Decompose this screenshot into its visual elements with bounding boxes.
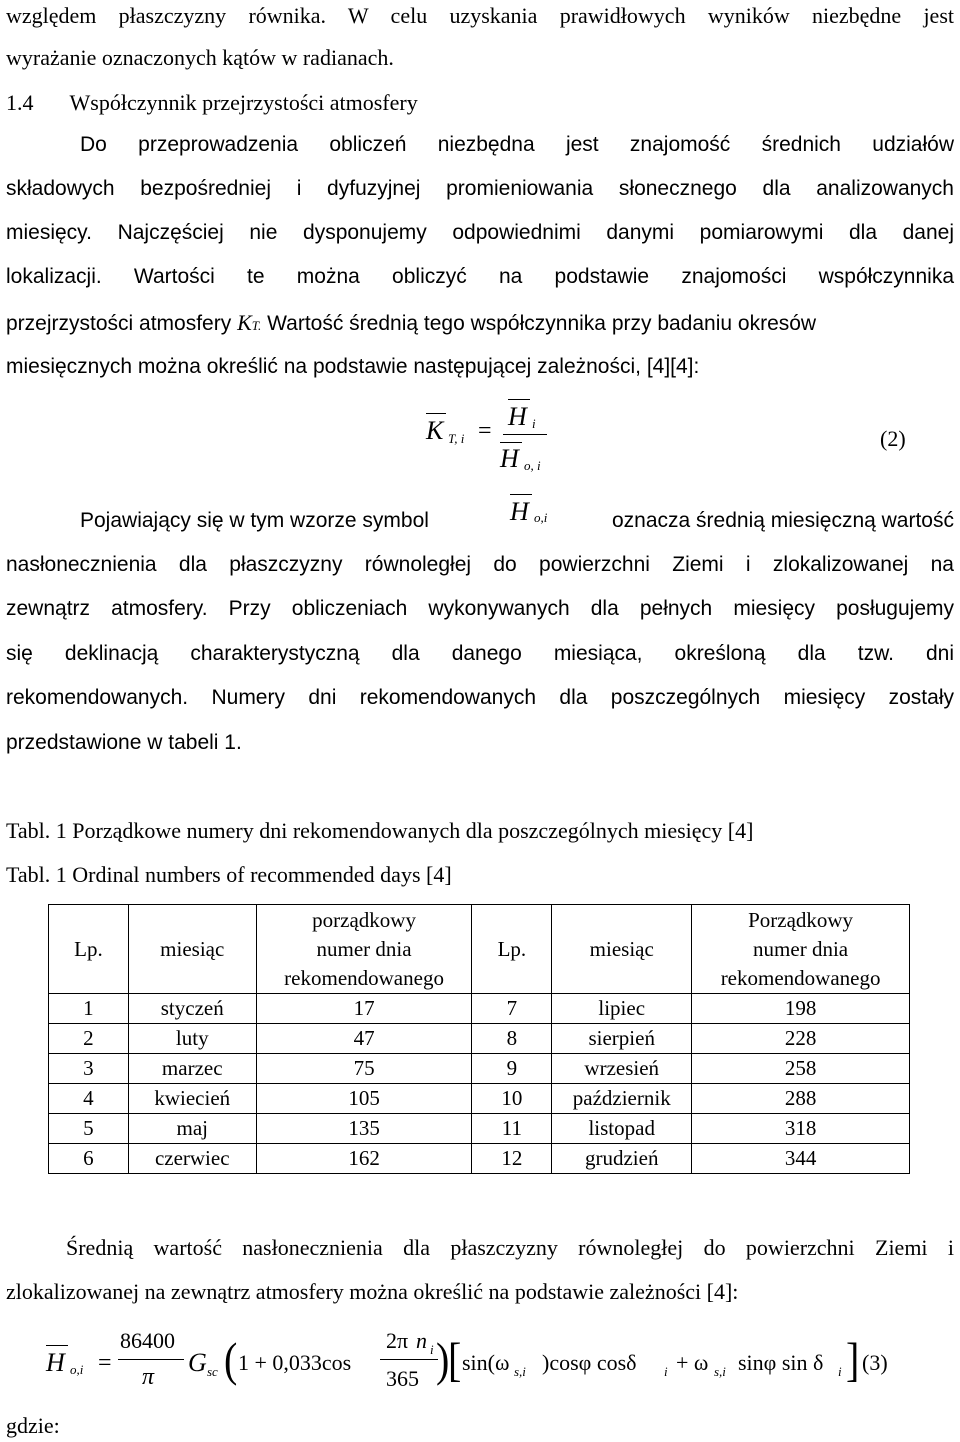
table-cell: styczeń: [128, 994, 256, 1024]
header-line: numer dnia: [753, 936, 849, 961]
table-row: [49, 1084, 910, 1114]
table-cell: 17: [256, 994, 472, 1024]
eq3-h-sub: o,i: [70, 1362, 84, 1377]
header-line: rekomendowanego: [720, 965, 881, 990]
text-line: wyrażanie oznaczonych kątów w radianach.: [6, 45, 394, 70]
table-cell: 198: [692, 994, 910, 1024]
equation-number: (3): [862, 1350, 888, 1375]
table-cell: 105: [256, 1084, 472, 1114]
symbol-h-sub: o,i: [534, 510, 548, 525]
eq2-h-numerator-sub: i: [532, 416, 536, 431]
table-cell: 9: [472, 1054, 552, 1084]
paragraph-line: miesięcznych można określić na podstawie następującej zależności, [4][4]:: [6, 355, 700, 378]
table-cell: 6: [49, 1144, 129, 1174]
header-line: rekomendowanego: [284, 965, 444, 990]
header-lp: Lp.: [472, 905, 552, 994]
eq3-numerator: 86400: [120, 1328, 175, 1353]
paragraph-line: Do przeprowadzenia obliczeń niezbędna jest znajomość średnich udziałów: [80, 133, 954, 156]
table-cell: 162: [256, 1144, 472, 1174]
eq2-h-numerator: H: [508, 402, 527, 431]
table-row: [49, 1024, 910, 1054]
section-title: Współczynnik przejrzystości atmosfery: [69, 90, 418, 115]
eq3-pi: π: [142, 1364, 155, 1390]
eq3-365: 365: [386, 1366, 419, 1391]
recommended-days-table: [48, 904, 910, 1174]
eq3-h: H: [46, 1348, 65, 1377]
eq3-body: 1 + 0,033cos: [238, 1350, 352, 1375]
paragraph-line: Średnią wartość nasłonecznienia dla płaszczyzny równoległej do powierzchni Ziemi i: [66, 1235, 954, 1260]
header-day-number: [256, 905, 472, 994]
eq3-n: n: [416, 1328, 427, 1353]
header-line: porządkowy: [312, 907, 416, 932]
eq3-g-sub: sc: [207, 1364, 218, 1379]
eq3-delta-sub-2: i: [838, 1364, 842, 1379]
table-cell: 75: [256, 1054, 472, 1084]
table-cell: sierpień: [552, 1024, 692, 1054]
table-cell: lipiec: [552, 994, 692, 1024]
eq3-paren-close: ): [436, 1332, 450, 1387]
eq3-g: G: [188, 1348, 207, 1377]
eq3-sin-terms: sinφ sin δ: [738, 1350, 824, 1375]
table-row: [49, 994, 910, 1024]
table-cell: 1: [49, 994, 129, 1024]
table-cell: 4: [49, 1084, 129, 1114]
table-cell: 318: [692, 1114, 910, 1144]
paragraph-line: składowych bezpośredniej i dyfuzyjnej promieniowania słonecznego dla analizowanych: [6, 177, 954, 200]
paragraph-line: przedstawione w tabeli 1.: [6, 731, 242, 754]
table-cell: czerwiec: [128, 1144, 256, 1174]
table-cell: 3: [49, 1054, 129, 1084]
eq3-omega-sub-2: s,i: [714, 1364, 726, 1379]
header-month: miesiąc: [128, 905, 256, 994]
table-cell: wrzesień: [552, 1054, 692, 1084]
paragraph-line: lokalizacji. Wartości te można obliczyć na podstawie znajomości współczynnika: [6, 265, 954, 288]
header-month: miesiąc: [552, 905, 692, 994]
table-row: [49, 1114, 910, 1144]
table-cell: listopad: [552, 1114, 692, 1144]
table-cell: 344: [692, 1144, 910, 1174]
table-cell: 135: [256, 1114, 472, 1144]
eq3-bracket-open: [: [448, 1332, 462, 1387]
table-cell: 2: [49, 1024, 129, 1054]
eq2-k: K: [426, 416, 444, 445]
table-caption-pl: Tabl. 1 Porządkowe numery dni rekomendowanych dla poszczególnych miesięcy [4]: [6, 818, 754, 843]
table-cell: 11: [472, 1114, 552, 1144]
text-line: względem płaszczyzny równika. W celu uzyskania prawidłowych wyników niezbędne jest: [6, 3, 954, 28]
paragraph-line: zewnątrz atmosfery. Przy obliczeniach wykonywanych dla pełnych miesięcy posługujemy: [6, 597, 954, 620]
table-header-row: [49, 905, 910, 994]
eq2-k-sub: T, i: [448, 431, 465, 446]
table-cell: kwiecień: [128, 1084, 256, 1114]
kt-symbol: K: [237, 310, 252, 335]
paragraph-line: zlokalizowanej na zewnątrz atmosfery można określić na podstawie zależności [4]:: [6, 1279, 739, 1304]
section-heading: [6, 89, 954, 117]
eq3-omega-sub: s,i: [514, 1364, 526, 1379]
eq3-equals: =: [98, 1350, 112, 1376]
eq3-plus-omega: + ω: [676, 1350, 709, 1375]
table-cell: 228: [692, 1024, 910, 1054]
table-cell: 7: [472, 994, 552, 1024]
table-caption-en: Tabl. 1 Ordinal numbers of recommended days [4]: [6, 862, 452, 887]
equation-number: (2): [880, 426, 906, 451]
table-cell: grudzień: [552, 1144, 692, 1174]
eq3-2pi: 2π: [386, 1328, 409, 1353]
table-row: [49, 1054, 910, 1084]
eq3-paren-open: (: [224, 1332, 238, 1387]
table-cell: luty: [128, 1024, 256, 1054]
table-row: [49, 1144, 910, 1174]
paragraph-line: miesięcy. Najczęściej nie dysponujemy odpowiednimi danymi pomiarowymi dla danej: [6, 221, 954, 244]
eq3-n-sub: i: [430, 1342, 434, 1357]
eq3-sin-omega: sin(ω: [462, 1350, 510, 1375]
table-cell: październik: [552, 1084, 692, 1114]
symbol-h: H: [510, 497, 529, 526]
table-cell: 12: [472, 1144, 552, 1174]
paragraph-text: Wartość średnią tego współczynnika przy badaniu okresów: [267, 312, 817, 335]
eq3-cos-terms: )cosφ cosδ: [542, 1350, 637, 1375]
eq2-h-denominator-sub: o, i: [524, 458, 541, 473]
eq3-bracket-close: ]: [846, 1332, 860, 1387]
table-cell: 258: [692, 1054, 910, 1084]
header-line: Porządkowy: [748, 907, 854, 932]
table-cell: 8: [472, 1024, 552, 1054]
gdzie-label: gdzie:: [6, 1413, 60, 1438]
section-number: 1.4: [6, 90, 34, 115]
paragraph-line: nasłonecznienia dla płaszczyzny równoległej do powierzchni Ziemi i zlokalizowanej na: [6, 553, 954, 576]
header-lp: Lp.: [49, 905, 129, 994]
kt-subscript: T.: [251, 318, 262, 333]
table-cell: marzec: [128, 1054, 256, 1084]
paragraph-line: się deklinacją charakterystyczną dla danego miesiąca, określoną dla tzw. dni: [6, 642, 954, 665]
header-line: numer dnia: [316, 936, 412, 961]
table-cell: 10: [472, 1084, 552, 1114]
paragraph-line: oznacza średnią miesięczną wartość: [612, 509, 954, 532]
table-cell: maj: [128, 1114, 256, 1144]
paragraph-line: [6, 309, 954, 340]
table-cell: 47: [256, 1024, 472, 1054]
table-cell: 5: [49, 1114, 129, 1144]
paragraph-line: rekomendowanych. Numery dni rekomendowanych dla poszczególnych miesięcy zostały: [6, 686, 954, 709]
paragraph-text: przejrzystości atmosfery: [6, 312, 232, 335]
eq2-h-denominator: H: [500, 444, 519, 473]
header-day-number: [692, 905, 910, 994]
paragraph-text: Pojawiający się w tym wzorze symbol: [80, 509, 429, 532]
eq2-equals: =: [478, 418, 492, 444]
eq3-delta-sub: i: [664, 1364, 668, 1379]
table-cell: 288: [692, 1084, 910, 1114]
